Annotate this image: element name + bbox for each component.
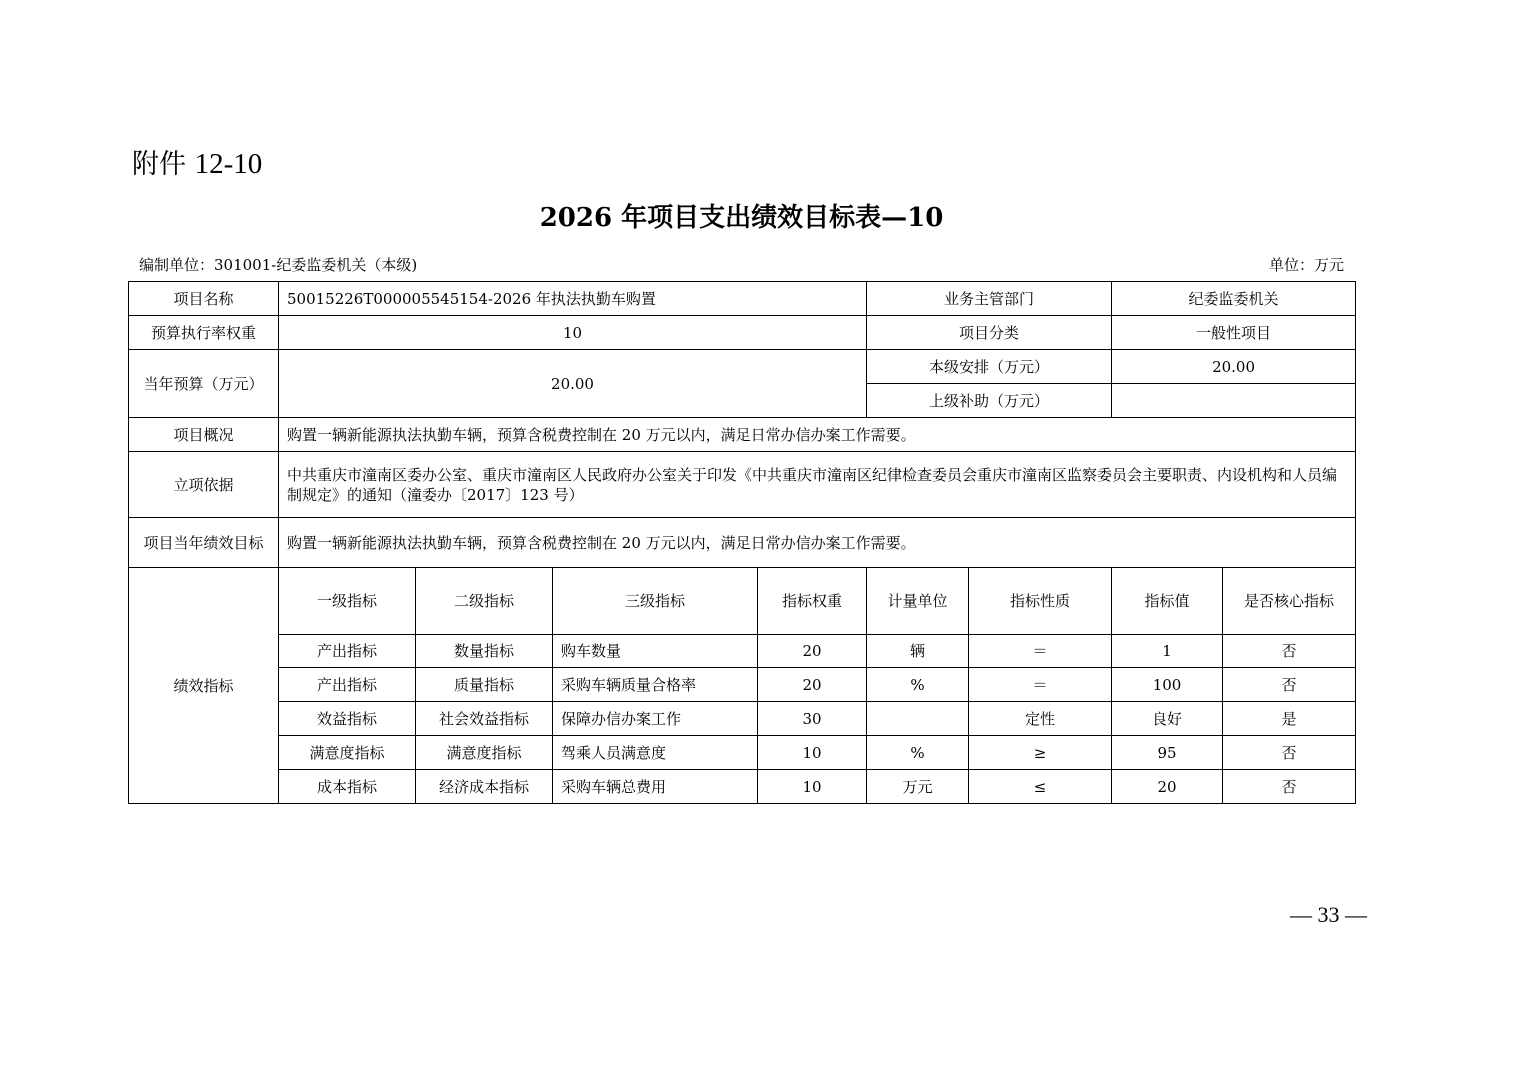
table-row	[129, 668, 1356, 702]
cell-level1: 效益指标	[279, 702, 416, 736]
budget-label: 当年预算（万元）	[129, 350, 279, 418]
project-name-value: 50015226T000005545154-2026 年执法执勤车购置	[279, 282, 867, 316]
budget-value: 20.00	[279, 350, 867, 418]
cell-weight: 20	[758, 668, 867, 702]
header-level3: 三级指标	[553, 568, 758, 635]
header-value: 指标值	[1112, 568, 1223, 635]
cell-value: 良好	[1112, 702, 1223, 736]
goal-label: 项目当年绩效目标	[129, 518, 279, 568]
cell-weight: 10	[758, 770, 867, 804]
cell-value: 20	[1112, 770, 1223, 804]
header-weight: 指标权重	[758, 568, 867, 635]
cell-level2: 经济成本指标	[416, 770, 553, 804]
attachment-number: 12-10	[194, 148, 263, 180]
upper-label: 上级补助（万元）	[867, 384, 1112, 418]
row-basis	[129, 452, 1356, 518]
cell-core: 否	[1223, 635, 1356, 668]
category-label: 项目分类	[867, 316, 1112, 350]
cell-level1: 产出指标	[279, 635, 416, 668]
compiling-unit: 编制单位：301001-纪委监委机关（本级)	[139, 256, 418, 274]
table-row	[129, 736, 1356, 770]
cell-level3: 驾乘人员满意度	[553, 736, 758, 770]
cell-level3: 购车数量	[553, 635, 758, 668]
cell-unit: %	[867, 668, 969, 702]
upper-value	[1112, 384, 1356, 418]
table-row	[129, 770, 1356, 804]
header-nature: 指标性质	[969, 568, 1112, 635]
row-overview	[129, 418, 1356, 452]
row-budget	[129, 350, 1356, 384]
cell-nature: ≥	[969, 736, 1112, 770]
header-core: 是否核心指标	[1223, 568, 1356, 635]
table-row	[129, 702, 1356, 736]
weight-label: 预算执行率权重	[129, 316, 279, 350]
overview-label: 项目概况	[129, 418, 279, 452]
cell-core: 否	[1223, 668, 1356, 702]
page-number: — 33 —	[1290, 902, 1367, 927]
cell-value: 1	[1112, 635, 1223, 668]
cell-value: 95	[1112, 736, 1223, 770]
performance-target-table	[128, 281, 1356, 804]
cell-core: 否	[1223, 770, 1356, 804]
cell-level2: 社会效益指标	[416, 702, 553, 736]
cell-unit: 万元	[867, 770, 969, 804]
cell-nature: ＝	[969, 668, 1112, 702]
indicators-section-label: 绩效指标	[129, 568, 279, 804]
header-unit: 计量单位	[867, 568, 969, 635]
cell-nature: ≤	[969, 770, 1112, 804]
cell-nature: 定性	[969, 702, 1112, 736]
weight-value: 10	[279, 316, 867, 350]
cell-level2: 满意度指标	[416, 736, 553, 770]
page-title: 2026 年项目支出绩效目标表—10	[539, 203, 944, 233]
cell-core: 否	[1223, 736, 1356, 770]
cell-level3: 采购车辆质量合格率	[553, 668, 758, 702]
cell-weight: 10	[758, 736, 867, 770]
row-project-name	[129, 282, 1356, 316]
local-label: 本级安排（万元）	[867, 350, 1112, 384]
header-level1: 一级指标	[279, 568, 416, 635]
attachment-text: 附件	[132, 149, 186, 180]
cell-value: 100	[1112, 668, 1223, 702]
cell-level3: 保障办信办案工作	[553, 702, 758, 736]
cell-nature: ＝	[969, 635, 1112, 668]
project-name-label: 项目名称	[129, 282, 279, 316]
cell-unit: %	[867, 736, 969, 770]
cell-level2: 质量指标	[416, 668, 553, 702]
currency-unit: 单位：万元	[1268, 256, 1344, 274]
dept-label: 业务主管部门	[867, 282, 1112, 316]
table-row	[129, 635, 1356, 668]
cell-core: 是	[1223, 702, 1356, 736]
cell-weight: 30	[758, 702, 867, 736]
basis-label: 立项依据	[129, 452, 279, 518]
row-goal	[129, 518, 1356, 568]
cell-level1: 满意度指标	[279, 736, 416, 770]
goal-value: 购置一辆新能源执法执勤车辆，预算含税费控制在 20 万元以内，满足日常办信办案工作需要。	[279, 518, 1356, 568]
indicator-header-row	[129, 568, 1356, 635]
row-weight	[129, 316, 1356, 350]
cell-weight: 20	[758, 635, 867, 668]
basis-value: 中共重庆市潼南区委办公室、重庆市潼南区人民政府办公室关于印发《中共重庆市潼南区纪律检查委员会重庆市潼南区监察委员会主要职责、内设机构和人员编制规定》的通知（潼委办〔2017〕123 号）	[279, 452, 1356, 518]
cell-unit: 辆	[867, 635, 969, 668]
cell-level3: 采购车辆总费用	[553, 770, 758, 804]
local-value: 20.00	[1112, 350, 1356, 384]
attachment-label	[132, 146, 262, 183]
cell-level1: 成本指标	[279, 770, 416, 804]
cell-level2: 数量指标	[416, 635, 553, 668]
overview-value: 购置一辆新能源执法执勤车辆，预算含税费控制在 20 万元以内，满足日常办信办案工作需要。	[279, 418, 1356, 452]
cell-level1: 产出指标	[279, 668, 416, 702]
dept-value: 纪委监委机关	[1112, 282, 1356, 316]
category-value: 一般性项目	[1112, 316, 1356, 350]
header-level2: 二级指标	[416, 568, 553, 635]
cell-unit	[867, 702, 969, 736]
